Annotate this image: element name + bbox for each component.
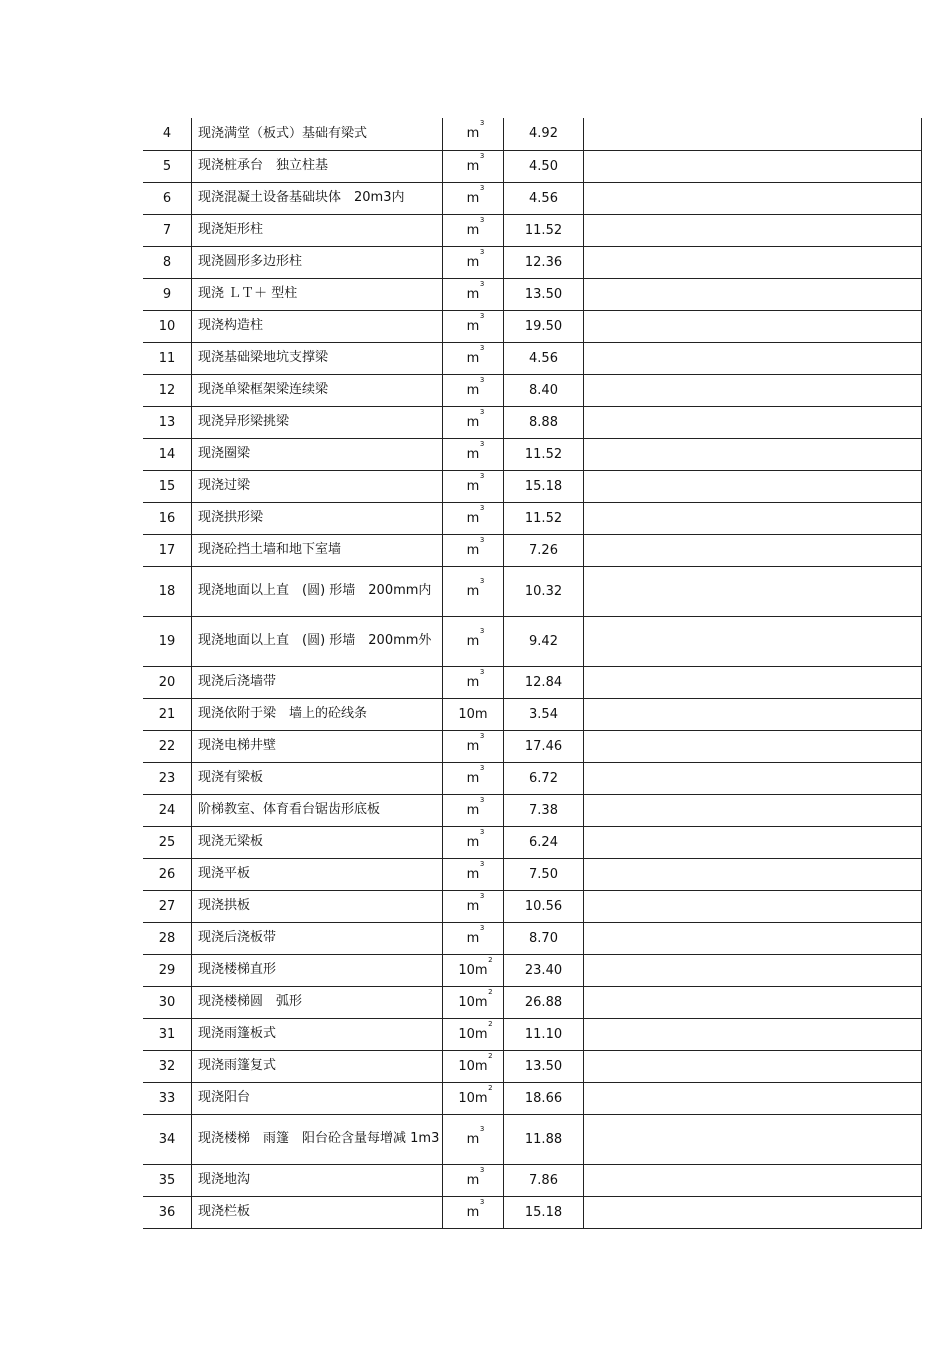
- row-number: 21: [143, 698, 192, 730]
- quantity-value: 15.18: [504, 1196, 584, 1228]
- unit-base: 10m: [458, 1058, 488, 1074]
- unit-text: [466, 183, 485, 206]
- unit-base: m: [466, 1131, 480, 1147]
- unit-cell: [443, 406, 504, 438]
- remarks-cell: [584, 762, 922, 794]
- remarks-cell: [584, 698, 922, 730]
- row-number: 23: [143, 762, 192, 794]
- remarks-cell: [584, 1164, 922, 1196]
- unit-exponent: 2: [488, 955, 493, 964]
- quantity-value: 10.56: [504, 890, 584, 922]
- row-number: 31: [143, 1018, 192, 1050]
- unit-exponent: 3: [479, 247, 485, 256]
- unit-text: [466, 763, 485, 786]
- unit-cell: [443, 954, 504, 986]
- unit-exponent: 3: [479, 471, 485, 480]
- quantity-value: 4.56: [504, 342, 584, 374]
- unit-text: [458, 1019, 493, 1042]
- unit-exponent: 3: [479, 923, 485, 932]
- item-name: 现浇地面以上直 (圆) 形墙 200mm外: [192, 616, 443, 666]
- remarks-cell: [584, 986, 922, 1018]
- remarks-cell: [584, 566, 922, 616]
- row-number: 13: [143, 406, 192, 438]
- unit-text: [466, 923, 485, 946]
- row-number: 30: [143, 986, 192, 1018]
- row-number: 15: [143, 470, 192, 502]
- quantity-value: 11.52: [504, 214, 584, 246]
- unit-base: m: [466, 446, 480, 462]
- unit-base: 10m: [458, 1026, 488, 1042]
- quantity-value: 18.66: [504, 1082, 584, 1114]
- quantity-value: 4.92: [504, 118, 584, 150]
- table-row: [143, 890, 922, 922]
- unit-exponent: 3: [479, 859, 485, 868]
- item-name: 现浇平板: [192, 858, 443, 890]
- unit-exponent: 3: [479, 279, 485, 288]
- item-name: 现浇 ＬＴ＋ 型柱: [192, 278, 443, 310]
- item-name: 现浇拱板: [192, 890, 443, 922]
- quantity-value: 12.36: [504, 246, 584, 278]
- unit-text: [466, 1197, 485, 1220]
- unit-exponent: 3: [479, 626, 485, 635]
- row-number: 26: [143, 858, 192, 890]
- table-row: [143, 566, 922, 616]
- unit-exponent: 3: [479, 503, 485, 512]
- quantity-value: 11.88: [504, 1114, 584, 1164]
- remarks-cell: [584, 1114, 922, 1164]
- unit-cell: [443, 730, 504, 762]
- unit-text: [458, 1083, 493, 1106]
- remarks-cell: [584, 214, 922, 246]
- remarks-cell: [584, 1196, 922, 1228]
- unit-text: [466, 576, 485, 599]
- unit-cell: [443, 1082, 504, 1114]
- unit-exponent: 3: [479, 1165, 485, 1174]
- remarks-cell: [584, 470, 922, 502]
- remarks-cell: [584, 1050, 922, 1082]
- remarks-cell: [584, 406, 922, 438]
- unit-text: [466, 119, 485, 142]
- item-name: 现浇后浇墙带: [192, 666, 443, 698]
- quantity-value: 8.70: [504, 922, 584, 954]
- unit-cell: [443, 118, 504, 150]
- item-name: 现浇有梁板: [192, 762, 443, 794]
- unit-exponent: 3: [479, 119, 485, 128]
- item-name: 现浇阳台: [192, 1082, 443, 1114]
- unit-cell: [443, 762, 504, 794]
- quantity-value: 6.24: [504, 826, 584, 858]
- unit-exponent: 3: [479, 667, 485, 676]
- unit-base: m: [466, 222, 480, 238]
- unit-text: [466, 626, 485, 649]
- row-number: 34: [143, 1114, 192, 1164]
- unit-base: m: [466, 318, 480, 334]
- unit-base: m: [466, 770, 480, 786]
- row-number: 35: [143, 1164, 192, 1196]
- unit-exponent: 3: [479, 183, 485, 192]
- remarks-cell: [584, 730, 922, 762]
- unit-base: m: [466, 158, 480, 174]
- unit-text: [466, 343, 485, 366]
- quantity-value: 4.50: [504, 150, 584, 182]
- unit-cell: [443, 150, 504, 182]
- item-name: 现浇单梁框架梁连续梁: [192, 374, 443, 406]
- quantity-value: 7.86: [504, 1164, 584, 1196]
- item-name: 现浇基础梁地坑支撑梁: [192, 342, 443, 374]
- unit-base: m: [466, 510, 480, 526]
- remarks-cell: [584, 666, 922, 698]
- quantity-value: 15.18: [504, 470, 584, 502]
- remarks-cell: [584, 1082, 922, 1114]
- unit-base: 10m: [458, 706, 488, 722]
- unit-text: [466, 215, 485, 238]
- unit-base: 10m: [458, 962, 488, 978]
- unit-cell: [443, 666, 504, 698]
- unit-base: m: [466, 834, 480, 850]
- quantity-value: 3.54: [504, 698, 584, 730]
- unit-text: [466, 859, 485, 882]
- item-name: 现浇依附于梁 墙上的砼线条: [192, 698, 443, 730]
- unit-exponent: 3: [479, 731, 485, 740]
- item-name: 现浇混凝土设备基础块体 20m3内: [192, 182, 443, 214]
- table-row: [143, 214, 922, 246]
- quantity-value: 12.84: [504, 666, 584, 698]
- quantity-value: 23.40: [504, 954, 584, 986]
- item-name: 现浇楼梯 雨篷 阳台砼含量每增减 1m3: [192, 1114, 443, 1164]
- unit-exponent: 3: [479, 343, 485, 352]
- table-row: [143, 616, 922, 666]
- row-number: 32: [143, 1050, 192, 1082]
- item-name: 现浇砼挡土墙和地下室墙: [192, 534, 443, 566]
- table-row: [143, 438, 922, 470]
- table-row: [143, 794, 922, 826]
- item-name: 现浇矩形柱: [192, 214, 443, 246]
- unit-exponent: 3: [479, 795, 485, 804]
- row-number: 10: [143, 310, 192, 342]
- row-number: 25: [143, 826, 192, 858]
- table-row: [143, 1114, 922, 1164]
- unit-text: [466, 247, 485, 270]
- row-number: 24: [143, 794, 192, 826]
- quantity-value: 10.32: [504, 566, 584, 616]
- unit-cell: [443, 374, 504, 406]
- unit-text: [466, 311, 485, 334]
- item-name: 现浇拱形梁: [192, 502, 443, 534]
- row-number: 27: [143, 890, 192, 922]
- row-number: 22: [143, 730, 192, 762]
- row-number: 28: [143, 922, 192, 954]
- row-number: 18: [143, 566, 192, 616]
- item-name: 现浇雨篷复式: [192, 1050, 443, 1082]
- table-row: [143, 246, 922, 278]
- unit-cell: [443, 1018, 504, 1050]
- row-number: 29: [143, 954, 192, 986]
- table-row: [143, 406, 922, 438]
- unit-cell: [443, 1164, 504, 1196]
- unit-exponent: 3: [479, 763, 485, 772]
- quantity-value: 17.46: [504, 730, 584, 762]
- unit-cell: [443, 246, 504, 278]
- row-number: 20: [143, 666, 192, 698]
- remarks-cell: [584, 438, 922, 470]
- unit-exponent: 2: [488, 987, 493, 996]
- table-row: [143, 150, 922, 182]
- item-name: 现浇圆形多边形柱: [192, 246, 443, 278]
- unit-exponent: 3: [479, 535, 485, 544]
- unit-cell: [443, 986, 504, 1018]
- unit-base: m: [466, 542, 480, 558]
- unit-base: m: [466, 583, 480, 599]
- remarks-cell: [584, 310, 922, 342]
- item-name: 现浇满堂（板式）基础有梁式: [192, 118, 443, 150]
- unit-exponent: 2: [488, 1051, 493, 1060]
- table-row: [143, 182, 922, 214]
- remarks-cell: [584, 858, 922, 890]
- unit-text: [466, 151, 485, 174]
- item-name: 现浇地沟: [192, 1164, 443, 1196]
- item-name: 现浇无梁板: [192, 826, 443, 858]
- unit-text: [466, 1165, 485, 1188]
- unit-base: 10m: [458, 994, 488, 1010]
- quantity-value: 6.72: [504, 762, 584, 794]
- unit-cell: [443, 922, 504, 954]
- table-row: [143, 666, 922, 698]
- unit-text: [458, 1051, 493, 1074]
- quantity-value: 7.26: [504, 534, 584, 566]
- unit-cell: [443, 1114, 504, 1164]
- unit-text: [466, 439, 485, 462]
- row-number: 8: [143, 246, 192, 278]
- unit-text: [466, 407, 485, 430]
- table-row: [143, 1050, 922, 1082]
- unit-base: m: [466, 1172, 480, 1188]
- unit-base: m: [466, 286, 480, 302]
- unit-exponent: 2: [488, 1083, 493, 1092]
- quantity-value: 7.50: [504, 858, 584, 890]
- quantity-value: 8.40: [504, 374, 584, 406]
- remarks-cell: [584, 502, 922, 534]
- item-name: 现浇桩承台 独立柱基: [192, 150, 443, 182]
- quantity-value: 11.52: [504, 438, 584, 470]
- table-row: [143, 470, 922, 502]
- unit-cell: [443, 534, 504, 566]
- unit-text: [466, 667, 485, 690]
- quantity-value: 7.38: [504, 794, 584, 826]
- unit-base: m: [466, 898, 480, 914]
- quantity-value: 11.52: [504, 502, 584, 534]
- table-row: [143, 954, 922, 986]
- item-name: 阶梯教室、体育看台锯齿形底板: [192, 794, 443, 826]
- unit-cell: [443, 890, 504, 922]
- remarks-cell: [584, 826, 922, 858]
- row-number: 9: [143, 278, 192, 310]
- unit-base: m: [466, 866, 480, 882]
- row-number: 16: [143, 502, 192, 534]
- unit-exponent: 3: [479, 311, 485, 320]
- unit-cell: [443, 502, 504, 534]
- item-name: 现浇异形梁挑梁: [192, 406, 443, 438]
- unit-exponent: 3: [479, 1197, 485, 1206]
- item-name: 现浇圈梁: [192, 438, 443, 470]
- unit-text: [466, 731, 485, 754]
- remarks-cell: [584, 922, 922, 954]
- unit-cell: [443, 214, 504, 246]
- remarks-cell: [584, 150, 922, 182]
- unit-cell: [443, 310, 504, 342]
- quantity-value: 8.88: [504, 406, 584, 438]
- quantity-value: 19.50: [504, 310, 584, 342]
- unit-cell: [443, 1196, 504, 1228]
- remarks-cell: [584, 890, 922, 922]
- remarks-cell: [584, 374, 922, 406]
- table-row: [143, 534, 922, 566]
- unit-cell: [443, 438, 504, 470]
- unit-cell: [443, 1050, 504, 1082]
- unit-base: m: [466, 633, 480, 649]
- table-row: [143, 1082, 922, 1114]
- unit-cell: [443, 182, 504, 214]
- unit-cell: [443, 794, 504, 826]
- quantity-value: 13.50: [504, 1050, 584, 1082]
- table-row: [143, 1196, 922, 1228]
- table-row: [143, 858, 922, 890]
- table-row: [143, 826, 922, 858]
- item-name: 现浇电梯井壁: [192, 730, 443, 762]
- unit-exponent: 3: [479, 439, 485, 448]
- unit-cell: [443, 278, 504, 310]
- unit-cell: [443, 342, 504, 374]
- remarks-cell: [584, 616, 922, 666]
- quantity-value: 13.50: [504, 278, 584, 310]
- unit-exponent: 3: [479, 891, 485, 900]
- table-row: [143, 310, 922, 342]
- unit-text: [466, 279, 485, 302]
- row-number: 6: [143, 182, 192, 214]
- remarks-cell: [584, 794, 922, 826]
- unit-base: m: [466, 414, 480, 430]
- unit-base: m: [466, 738, 480, 754]
- item-name: 现浇楼梯圆 弧形: [192, 986, 443, 1018]
- table-row: [143, 502, 922, 534]
- unit-base: m: [466, 802, 480, 818]
- unit-base: m: [466, 930, 480, 946]
- unit-text: [466, 503, 485, 526]
- remarks-cell: [584, 954, 922, 986]
- unit-text: [466, 535, 485, 558]
- quantity-value: 26.88: [504, 986, 584, 1018]
- unit-exponent: 3: [479, 827, 485, 836]
- row-number: 4: [143, 118, 192, 150]
- table-body: [143, 118, 922, 1228]
- item-name: 现浇后浇板带: [192, 922, 443, 954]
- table-row: [143, 986, 922, 1018]
- row-number: 19: [143, 616, 192, 666]
- unit-text: [466, 827, 485, 850]
- unit-base: m: [466, 382, 480, 398]
- remarks-cell: [584, 118, 922, 150]
- unit-base: 10m: [458, 1090, 488, 1106]
- unit-exponent: 3: [479, 375, 485, 384]
- quantity-value: 4.56: [504, 182, 584, 214]
- row-number: 14: [143, 438, 192, 470]
- unit-cell: [443, 616, 504, 666]
- row-number: 5: [143, 150, 192, 182]
- unit-exponent: 3: [479, 215, 485, 224]
- row-number: 11: [143, 342, 192, 374]
- unit-text: [466, 375, 485, 398]
- unit-cell: [443, 470, 504, 502]
- unit-exponent: 3: [479, 151, 485, 160]
- quantity-table: [143, 118, 922, 1229]
- table-row: [143, 374, 922, 406]
- unit-base: m: [466, 674, 480, 690]
- remarks-cell: [584, 182, 922, 214]
- unit-text: [466, 1124, 485, 1147]
- unit-text: [466, 795, 485, 818]
- unit-base: m: [466, 126, 480, 142]
- item-name: 现浇楼梯直形: [192, 954, 443, 986]
- table-row: [143, 762, 922, 794]
- unit-cell: [443, 698, 504, 730]
- item-name: 现浇过梁: [192, 470, 443, 502]
- unit-base: m: [466, 254, 480, 270]
- unit-base: m: [466, 350, 480, 366]
- row-number: 12: [143, 374, 192, 406]
- quantity-value: 11.10: [504, 1018, 584, 1050]
- table-row: [143, 922, 922, 954]
- row-number: 7: [143, 214, 192, 246]
- item-name: 现浇雨篷板式: [192, 1018, 443, 1050]
- table-row: [143, 342, 922, 374]
- unit-base: m: [466, 190, 480, 206]
- unit-cell: [443, 566, 504, 616]
- remarks-cell: [584, 246, 922, 278]
- unit-exponent: 3: [479, 1124, 485, 1133]
- unit-exponent: 3: [479, 407, 485, 416]
- unit-base: m: [466, 478, 480, 494]
- row-number: 36: [143, 1196, 192, 1228]
- remarks-cell: [584, 534, 922, 566]
- unit-text: [458, 987, 493, 1010]
- table-row: [143, 278, 922, 310]
- unit-text: [458, 707, 487, 722]
- unit-text: [466, 891, 485, 914]
- unit-cell: [443, 826, 504, 858]
- unit-exponent: 2: [488, 1019, 493, 1028]
- table-row: [143, 1164, 922, 1196]
- unit-text: [466, 471, 485, 494]
- unit-text: [458, 955, 493, 978]
- remarks-cell: [584, 278, 922, 310]
- item-name: 现浇地面以上直 (圆) 形墙 200mm内: [192, 566, 443, 616]
- unit-exponent: 3: [479, 576, 485, 585]
- row-number: 33: [143, 1082, 192, 1114]
- table-row: [143, 730, 922, 762]
- remarks-cell: [584, 1018, 922, 1050]
- unit-cell: [443, 858, 504, 890]
- item-name: 现浇构造柱: [192, 310, 443, 342]
- table-row: [143, 118, 922, 150]
- unit-base: m: [466, 1204, 480, 1220]
- row-number: 17: [143, 534, 192, 566]
- table-row: [143, 1018, 922, 1050]
- remarks-cell: [584, 342, 922, 374]
- item-name: 现浇栏板: [192, 1196, 443, 1228]
- quantity-value: 9.42: [504, 616, 584, 666]
- table-row: [143, 698, 922, 730]
